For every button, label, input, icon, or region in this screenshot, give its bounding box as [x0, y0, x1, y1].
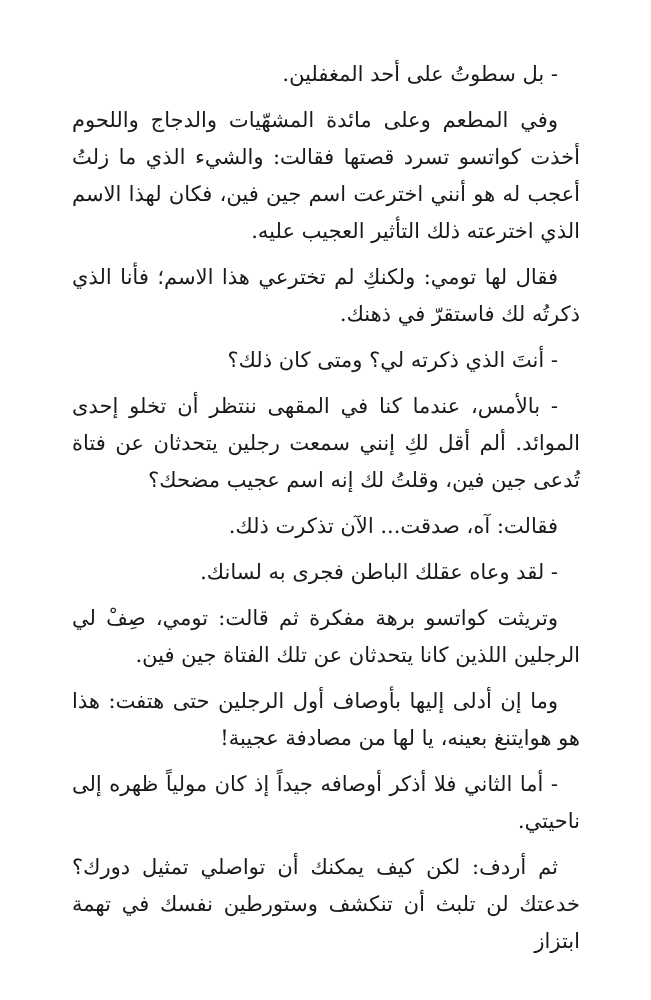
- paragraph-11: ثم أردف: لكن كيف يمكنك أن تواصلي تمثيل دورك؟ خدعتك لن تلبث أن تنكشف وستورطين نفسك في تهمة ابتزاز: [72, 855, 580, 953]
- paragraph-8: وتريثت كواتسو برهة مفكرة ثم قالت: تومي، صِفْ لي الرجلين اللذين كانا يتحدثان عن تلك الفتاة جين فين.: [72, 606, 580, 667]
- book-page: [72, 56, 580, 969]
- paragraph-3: فقال لها تومي: ولكنكِ لم تخترعي هذا الاسم؛ فأنا الذي ذكرتُه لك فاستقرّ في ذهنك.: [72, 265, 580, 326]
- paragraph-9: وما إن أدلى إليها بأوصاف أول الرجلين حتى هتفت: هذا هو هوايتنغ بعينه، يا لها من مصادفة عجيبة!: [72, 689, 580, 750]
- paragraph-7: - لقد وعاه عقلك الباطن فجرى به لسانك.: [200, 560, 558, 584]
- paragraph-2: وفي المطعم وعلى مائدة المشهّيات والدجاج واللحوم أخذت كواتسو تسرد قصتها فقالت: والشيء الذي ما زلتُ أعجب له هو أنني اخترعت اسم جين فين، فكان لهذا الاسم الذي اخترعته ذلك التأثير العجيب عليه.: [72, 108, 580, 243]
- paragraph-10: - أما الثاني فلا أذكر أوصافه جيداً إذ كان مولياً ظهره إلى ناحيتي.: [72, 772, 580, 833]
- paragraph-1: - بل سطوتُ على أحد المغفلين.: [282, 62, 558, 86]
- paragraph-4: - أنتَ الذي ذكرته لي؟ ومتى كان ذلك؟: [227, 348, 558, 372]
- paragraph-5: - بالأمس، عندما كنا في المقهى ننتظر أن تخلو إحدى الموائد. ألم أقل لكِ إنني سمعت رجلين يتحدثان عن فتاة تُدعى جين فين، وقلتُ لك إنه اسم عجيب مضحك؟: [72, 394, 580, 492]
- paragraph-6: فقالت: آه، صدقت... الآن تذكرت ذلك.: [228, 514, 558, 538]
